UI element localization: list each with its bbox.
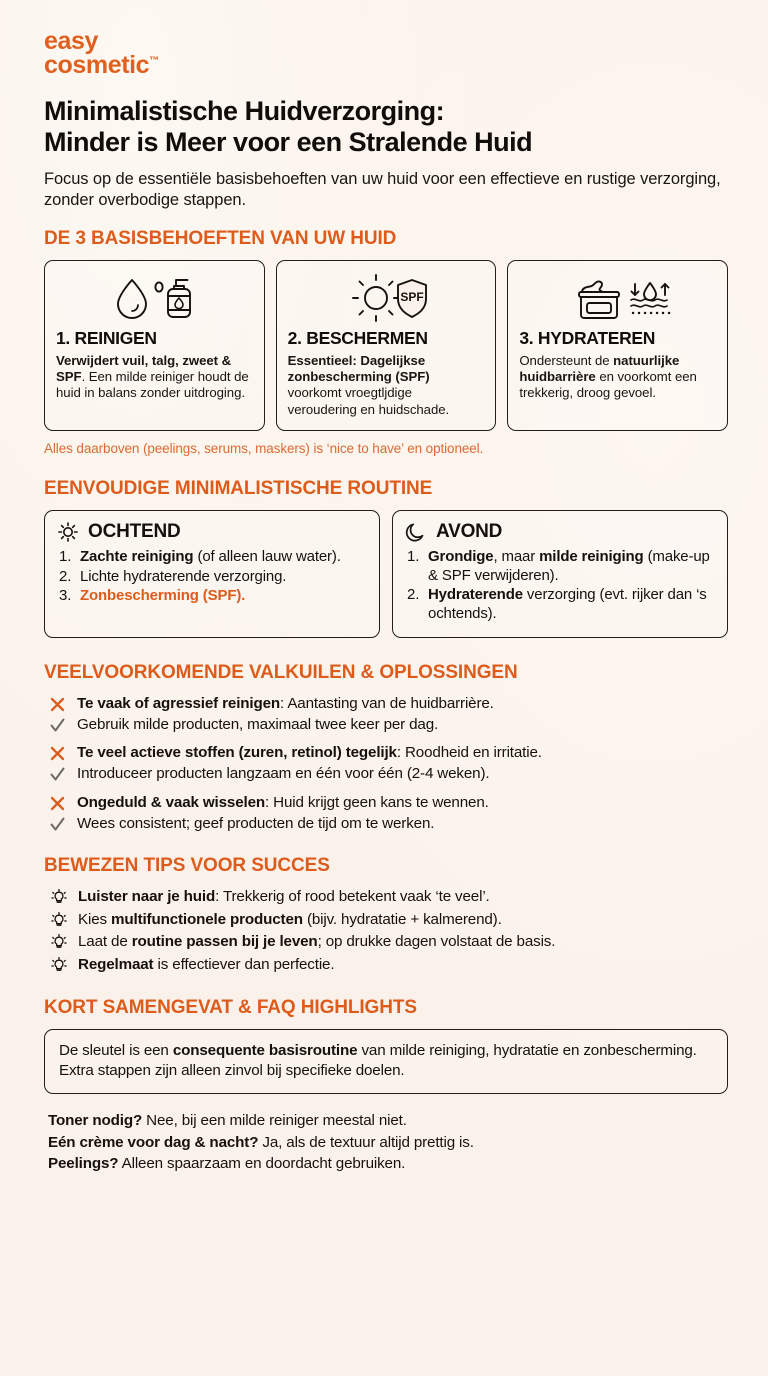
sun-spf-shield-icon <box>288 272 485 324</box>
routine-item-mid: , maar <box>493 547 540 565</box>
tips-list <box>44 887 728 974</box>
tip-text <box>78 910 502 930</box>
faq-answer: Nee, bij een milde reiniger meestal niet. <box>142 1112 407 1130</box>
routine-item-accent: Zonbescherming (SPF). <box>80 587 246 605</box>
cream-jar-hydration-icon <box>519 272 716 324</box>
check-icon <box>48 814 67 833</box>
pitfall-problem-text <box>77 743 542 763</box>
sun-icon <box>57 521 79 543</box>
cross-icon <box>48 793 67 812</box>
basics-card-list <box>44 260 728 431</box>
tip-row <box>44 910 728 930</box>
pitfall-problem-rest: : Roodheid en irritatie. <box>396 744 542 762</box>
basics-card-hydrateren <box>507 260 728 431</box>
pitfall-solution-row <box>44 764 728 784</box>
routine-item-bold: Grondige <box>428 547 494 565</box>
faq-item <box>44 1132 728 1154</box>
basics-card-title: 2. BESCHERMEN <box>287 327 428 348</box>
lightbulb-icon <box>50 910 68 930</box>
tip-bold: routine passen bij je leven <box>131 933 318 951</box>
tip-row <box>44 955 728 975</box>
lightbulb-icon <box>50 887 68 907</box>
routine-label-morning: OCHTEND <box>88 520 181 542</box>
basics-card-body-bold: natuurlijke huidbarrière <box>519 352 680 384</box>
cross-icon <box>48 743 67 762</box>
basics-card-beschermen <box>276 260 497 431</box>
routine-label-evening: AVOND <box>436 520 503 542</box>
pitfall-problem-bold: Ongeduld & vaak wisselen <box>77 793 265 811</box>
faq-item <box>44 1153 728 1175</box>
pitfall-problem-row <box>44 694 728 714</box>
pitfall-problem-rest: : Aantasting van de huidbarrière. <box>280 694 494 712</box>
drop-and-pump-bottle-icon <box>56 272 253 324</box>
routine-item-rest: verzorging (evt. rijker dan ‘s ochtends). <box>428 586 707 623</box>
routine-box-list <box>44 510 728 638</box>
pitfall-solution-row <box>44 814 728 834</box>
section-title-tips: BEWEZEN TIPS VOOR SUCCES <box>44 855 330 877</box>
routine-item-rest: (make-up & SPF verwijderen). <box>428 547 710 584</box>
basics-card-body-pre: Ondersteunt de <box>519 352 614 368</box>
basics-card-body <box>56 353 253 402</box>
summary-rest: van milde reiniging, hydratatie en zonbescherming. Extra stappen zijn alleen zinvol bij specifieke doelen. <box>59 1041 697 1079</box>
pitfall-group <box>44 793 728 834</box>
summary-box <box>44 1029 728 1094</box>
tip-bold: Luister naar je huid <box>78 888 216 906</box>
routine-item-bold-2: milde reiniging <box>539 547 644 565</box>
basics-card-title: 3. HYDRATEREN <box>519 327 656 348</box>
check-icon <box>48 764 67 783</box>
section-title-basics: DE 3 BASISBEHOEFTEN VAN UW HUID <box>44 227 397 249</box>
tip-row <box>44 932 728 952</box>
pitfall-problem-row <box>44 793 728 813</box>
routine-item-bold: Hydraterende <box>428 586 523 604</box>
basics-optional-note: Alles daarboven (peelings, serums, maskers) is ‘nice to have’ en optioneel. <box>44 440 484 456</box>
routine-header-morning <box>57 521 366 543</box>
tip-bold: Regelmaat <box>78 955 154 973</box>
page-subtitle: Focus op de essentiële basisbehoeften van uw huid voor een effectieve en rustige verzorging, zonder overbodige stappen. <box>44 169 721 210</box>
pitfalls-list <box>44 694 728 834</box>
faq-list <box>44 1110 728 1175</box>
tip-rest: is effectiever dan perfectie. <box>153 955 335 973</box>
faq-question: Eén crème voor dag & nacht? <box>48 1133 259 1151</box>
routine-item <box>407 548 714 586</box>
routine-item <box>407 586 714 624</box>
faq-question: Toner nodig? <box>48 1112 143 1130</box>
pitfall-problem-rest: : Huid krijgt geen kans te wennen. <box>265 793 489 811</box>
brand-logo <box>44 27 728 79</box>
basics-card-body <box>519 353 716 402</box>
svg-text:SPF: SPF <box>400 289 424 304</box>
routine-list-morning <box>57 548 366 606</box>
pitfall-group <box>44 743 728 784</box>
section-title-summary: KORT SAMENGEVAT & FAQ HIGHLIGHTS <box>44 996 417 1018</box>
basics-card-title: 1. REINIGEN <box>56 327 157 348</box>
brand-logo-line-2: cosmetic™ <box>44 50 160 79</box>
basics-card-body-bold: Essentieel: Dagelijkse zonbescherming (SPF) <box>287 352 430 384</box>
tip-row <box>44 887 728 907</box>
section-title-pitfalls: VEELVOORKOMENDE VALKUILEN & OPLOSSINGEN <box>44 661 518 683</box>
pitfall-group <box>44 694 728 735</box>
pitfall-solution-text: Introduceer producten langzaam en één voor één (2-4 weken). <box>77 765 490 783</box>
tip-rest: (bijv. hydratatie + kalmerend). <box>302 910 502 928</box>
faq-question: Peelings? <box>48 1155 119 1173</box>
basics-card-body-rest: voorkomt vroegtljdige veroudering en huidschade. <box>287 385 450 417</box>
tip-text <box>78 955 334 975</box>
pitfall-problem-text <box>77 793 489 813</box>
tip-text <box>78 932 555 952</box>
section-title-routine: EENVOUDIGE MINIMALISTISCHE ROUTINE <box>44 477 433 499</box>
brand-logo-line-1: easy <box>44 27 99 55</box>
summary-pre: De sleutel is een <box>59 1041 173 1059</box>
page-title <box>44 96 728 159</box>
pitfall-solution-text: Gebruik milde producten, maximaal twee keer per dag. <box>77 715 439 733</box>
pitfall-problem-text <box>77 694 494 714</box>
basics-card-body-bold: Verwijdert vuil, talg, zweet & SPF <box>56 352 232 384</box>
pitfall-problem-bold: Te veel actieve stoffen (zuren, retinol) tegelijk <box>77 744 397 762</box>
check-icon <box>48 715 67 734</box>
tip-rest: ; op drukke dagen volstaat de basis. <box>317 933 556 951</box>
tip-bold: multifunctionele producten <box>111 910 303 928</box>
cross-icon <box>48 694 67 713</box>
page-title-line-1: Minimalistische Huidverzorging: <box>44 95 445 126</box>
faq-answer: Ja, als de textuur altijd prettig is. <box>258 1133 474 1151</box>
trademark-symbol: ™ <box>149 55 160 67</box>
tip-text <box>78 887 490 907</box>
routine-item <box>59 587 366 606</box>
tip-pre: Kies <box>78 910 112 928</box>
moon-icon <box>405 521 427 543</box>
pitfall-problem-row <box>44 743 728 763</box>
summary-bold: consequente basisroutine <box>172 1041 358 1059</box>
faq-answer: Alleen spaarzaam en doordacht gebruiken. <box>118 1155 406 1173</box>
pitfall-problem-bold: Te vaak of agressief reinigen <box>77 694 281 712</box>
routine-item-rest: Lichte hydraterende verzorging. <box>80 567 287 585</box>
routine-item <box>59 548 366 567</box>
routine-item <box>59 568 366 587</box>
routine-box-evening <box>392 510 728 638</box>
basics-card-body-rest: . Een milde reiniger houdt de huid in balans zonder uitdroging. <box>56 368 249 401</box>
basics-card-reinigen <box>44 260 265 431</box>
lightbulb-icon <box>50 955 68 975</box>
page-title-line-2: Minder is Meer voor een Stralende Huid <box>44 127 533 158</box>
routine-item-bold: Zachte reiniging <box>80 547 194 565</box>
routine-header-evening <box>405 521 714 543</box>
routine-item-rest: (of alleen lauw water). <box>193 547 341 565</box>
basics-card-body <box>288 353 485 418</box>
basics-card-body-rest: en voorkomt een trekkerig, droog gevoel. <box>519 368 697 401</box>
pitfall-solution-text: Wees consistent; geef producten de tijd om te werken. <box>77 814 435 832</box>
pitfall-solution-row <box>44 715 728 735</box>
routine-box-morning <box>44 510 380 638</box>
lightbulb-icon <box>50 932 68 952</box>
tip-rest: : Trekkerig of rood betekent vaak ‘te veel’. <box>215 888 490 906</box>
tip-pre: Laat de <box>78 933 132 951</box>
routine-list-evening <box>405 548 714 624</box>
faq-item <box>44 1110 728 1132</box>
